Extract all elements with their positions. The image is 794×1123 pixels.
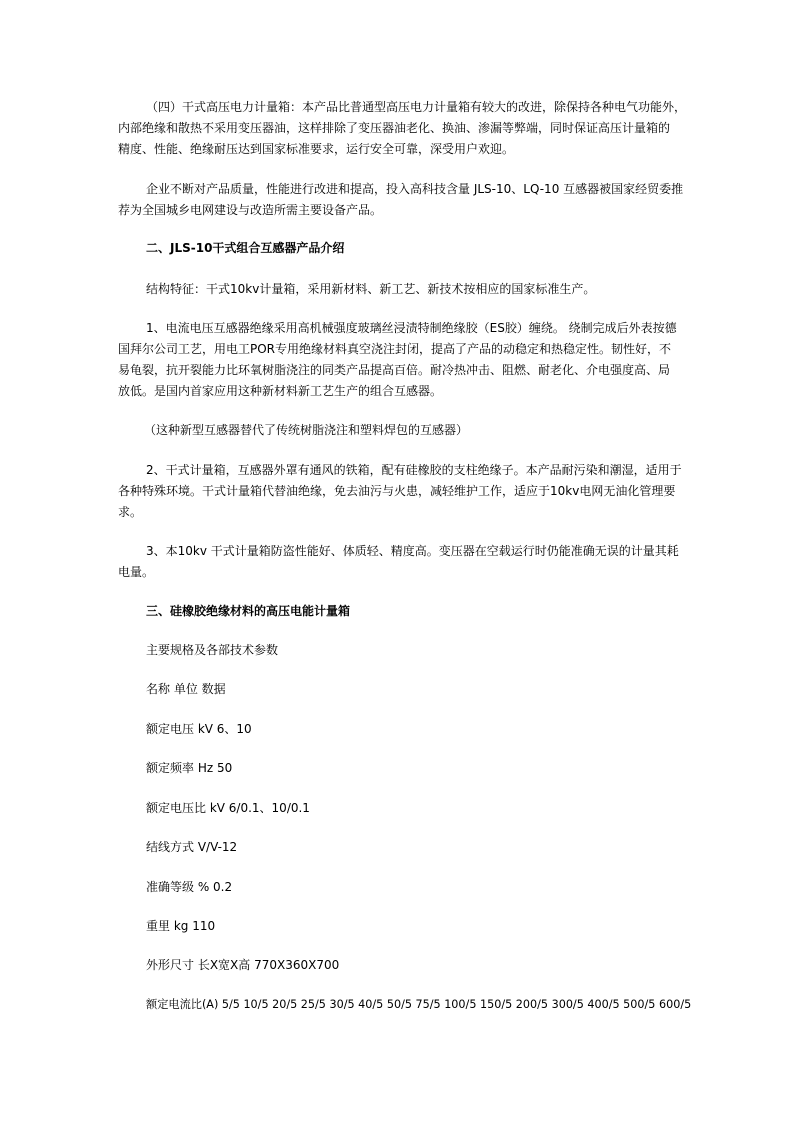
spec-row-current-ratio: 额定电流比(A) 5/5 10/5 20/5 25/5 30/5 40/5 50/5 75/5 100/5 150/5 200/5 300/5 400/5 500/5 600/5	[146, 998, 692, 1011]
item-3-line-1: 3、本10kv 干式计量箱防盗性能好、体质轻、精度高。变压器在空载运行时仍能准确无误的计量其耗	[146, 544, 679, 558]
item-1-line-1: 1、电流电压互感器绝缘采用高机械强度玻璃丝浸渍特制绝缘胶（ES胶）缠绕。 绕制完成后外表按德	[146, 321, 677, 335]
spec-title: 主要规格及各部技术参数	[146, 643, 279, 657]
item-3-line-2: 电量。	[118, 565, 155, 579]
spec-header: 名称 单位 数据	[146, 682, 226, 696]
item-1-line-3: 易龟裂，抗开裂能力比环氧树脂浇注的同类产品提高百倍。耐冷热冲击、阻燃、耐老化、介电强度高、局	[118, 363, 671, 377]
spec-row-wiring: 结线方式 V/V-12	[146, 840, 238, 854]
item-1-line-4: 放低。是国内首家应用这种新材料新工艺生产的组合互感器。	[118, 384, 443, 398]
item-1-line-2: 国拜尔公司工艺，用电工POR专用绝缘材料真空浇注封闭，提高了产品的动稳定和热稳定性。韧性好，不	[118, 342, 672, 356]
section-2-heading: 二、JLS-10干式组合互感器产品介绍	[146, 241, 345, 255]
structure-feature: 结构特征：干式10kv计量箱，采用新材料、新工艺、新技术按相应的国家标准生产。	[146, 282, 596, 296]
paragraph-1-line-3: 精度、性能、绝缘耐压达到国家标准要求，运行安全可靠，深受用户欢迎。	[118, 142, 515, 156]
item-2-line-1: 2、干式计量箱，互感器外罩有通风的铁箱，配有硅橡胶的支柱绝缘子。本产品耐污染和潮湿，适用于	[146, 463, 682, 477]
spec-row-weight: 重里 kg 110	[146, 919, 216, 933]
section-3-heading: 三、硅橡胶绝缘材料的高压电能计量箱	[146, 604, 351, 618]
spec-row-rated-frequency: 额定频率 Hz 50	[146, 761, 233, 775]
item-2-line-2: 各种特殊环境。干式计量箱代替油绝缘，免去油污与火患，减轻维护工作，适应于10kv电网无油化管理要	[118, 484, 676, 498]
note-text: （这种新型互感器替代了传统树脂浇注和塑料焊包的互感器）	[144, 423, 469, 437]
spec-row-rated-voltage: 额定电压 kV 6、10	[146, 722, 252, 736]
paragraph-2-line-1: 企业不断对产品质量，性能进行改进和提高，投入高科技含量 JLS-10、LQ-10 互感器被国家经贸委推	[146, 182, 684, 196]
paragraph-2-line-2: 荐为全国城乡电网建设与改造所需主要设备产品。	[118, 203, 383, 217]
spec-row-accuracy: 准确等级 % 0.2	[146, 880, 233, 894]
spec-row-voltage-ratio: 额定电压比 kV 6/0.1、10/0.1	[146, 801, 310, 815]
spec-row-dimensions: 外形尺寸 长X宽X高 770X360X700	[146, 958, 340, 972]
item-2-line-3: 求。	[118, 505, 143, 519]
paragraph-1-line-1: （四）干式高压电力计量箱：本产品比普通型高压电力计量箱有较大的改进，除保持各种电气功能外，	[146, 100, 687, 114]
paragraph-1-line-2: 内部绝缘和散热不采用变压器油，这样排除了变压器油老化、换油、渗漏等弊端，同时保证高压计量箱的	[118, 121, 671, 135]
